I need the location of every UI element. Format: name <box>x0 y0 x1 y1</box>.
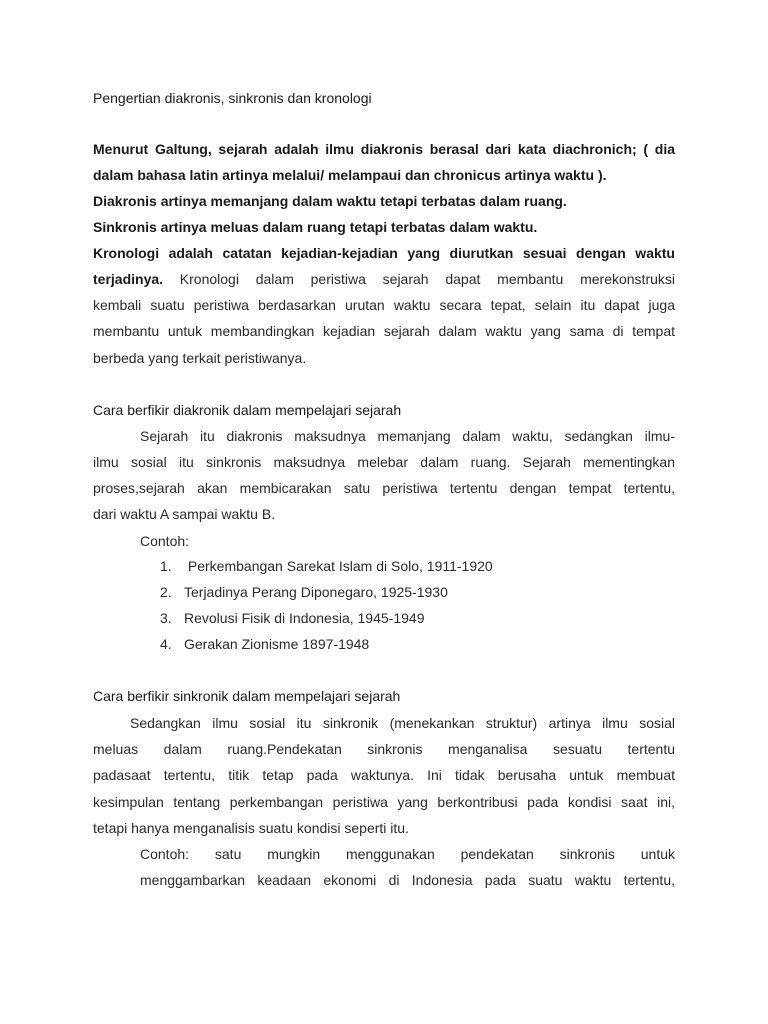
sinkronik-line-4: kesimpulan tentang perkembangan peristiwa yang berkontribusi pada kondisi saat ini, <box>93 794 675 810</box>
list-item-text: Perkembangan Sarekat Islam di Solo, 1911-1920 <box>184 558 493 574</box>
intro-line-6 <box>93 270 675 288</box>
intro-line-9: berbeda yang terkait peristiwanya. <box>93 350 307 366</box>
list-item <box>160 635 660 653</box>
intro-line-6-rest: Kronologi dalam peristiwa sejarah dapat membantu merekonstruksi <box>163 271 675 287</box>
sinkronik-line-5: tetapi hanya menganalisis suatu kondisi seperti itu. <box>93 820 409 836</box>
diakronik-line-3: proses,sejarah akan membicarakan satu peristiwa tertentu dengan tempat tertentu, <box>93 480 675 496</box>
sinkronik-line-2: meluas dalam ruang.Pendekatan sinkronis menganalisa sesuatu tertentu <box>93 741 675 757</box>
sinkronik-heading: Cara berfikir sinkronik dalam mempelajari sejarah <box>93 688 401 704</box>
sinkronik-line-3: padasaat tertentu, titik tetap pada waktunya. Ini tidak berusaha untuk membuat <box>93 767 675 783</box>
diakronik-contoh: Contoh: <box>140 533 190 549</box>
list-item <box>160 557 660 575</box>
diakronik-line-4: dari waktu A sampai waktu B. <box>93 506 276 522</box>
intro-line-8: membantu untuk membandingkan kejadian sejarah dalam waktu yang sama di tempat <box>93 323 675 339</box>
list-item-text: Gerakan Zionisme 1897-1948 <box>184 636 370 652</box>
list-item-number: 1. <box>160 558 172 574</box>
intro-line-2: dalam bahasa latin artinya melalui/ melampaui dan chronicus artinya waktu ). <box>93 167 607 183</box>
list-item-number: 4. <box>160 636 172 652</box>
intro-line-6-bold: terjadinya. <box>93 271 164 287</box>
list-item <box>160 609 660 627</box>
intro-line-7: kembali suatu peristiwa berdasarkan urutan waktu secara tepat, selain itu dapat juga <box>93 297 675 313</box>
intro-line-4: Sinkronis artinya meluas dalam ruang tetapi terbatas dalam waktu. <box>93 219 538 235</box>
list-item-text: Terjadinya Perang Diponegaro, 1925-1930 <box>184 584 448 600</box>
intro-line-3: Diakronis artinya memanjang dalam waktu tetapi terbatas dalam ruang. <box>93 193 567 209</box>
intro-line-1: Menurut Galtung, sejarah adalah ilmu diakronis berasal dari kata diachronich; ( dia <box>93 141 675 157</box>
sinkronik-line-6: Contoh: satu mungkin menggunakan pendekatan sinkronis untuk <box>140 846 675 862</box>
intro-line-5: Kronologi adalah catatan kejadian-kejadian yang diurutkan sesuai dengan waktu <box>93 245 675 261</box>
list-item-text: Revolusi Fisik di Indonesia, 1945-1949 <box>184 610 425 626</box>
sinkronik-line-1: Sedangkan ilmu sosial itu sinkronik (menekankan struktur) artinya ilmu sosial <box>130 715 675 731</box>
list-item-number: 3. <box>160 610 172 626</box>
diakronik-line-2: ilmu sosial itu sinkronis maksudnya melebar dalam ruang. Sejarah mementingkan <box>93 454 675 470</box>
page-title: Pengertian diakronis, sinkronis dan kronologi <box>93 90 372 106</box>
diakronik-heading: Cara berfikir diakronik dalam mempelajari sejarah <box>93 402 402 418</box>
sinkronik-line-7: menggambarkan keadaan ekonomi di Indonesia pada suatu waktu tertentu, <box>140 872 675 888</box>
diakronik-line-1: Sejarah itu diakronis maksudnya memanjang dalam waktu, sedangkan ilmu- <box>140 428 675 444</box>
list-item-number: 2. <box>160 584 172 600</box>
list-item <box>160 583 660 601</box>
